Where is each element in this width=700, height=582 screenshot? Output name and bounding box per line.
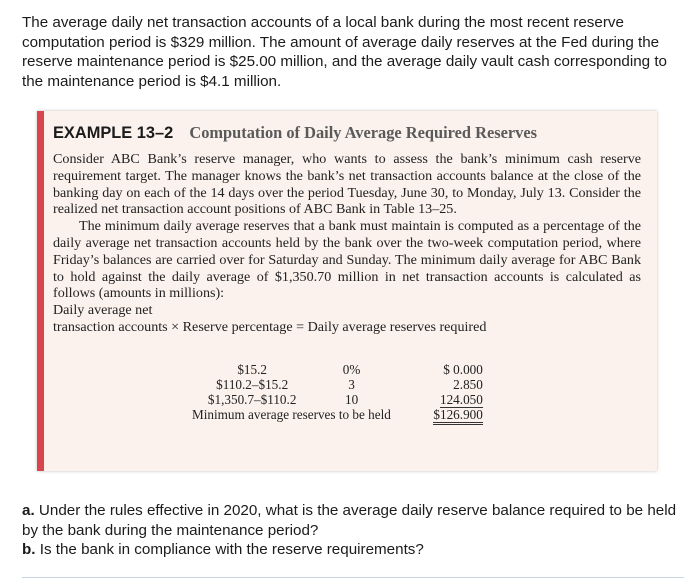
tranche-cell: $15.2: [237, 361, 267, 377]
tranche-cell: $1,350.7–$110.2: [207, 391, 297, 407]
percent-cell: 3: [348, 376, 355, 392]
table-row: [192, 362, 483, 377]
amount-cell: 2.850: [453, 376, 483, 392]
total-label: Minimum average reserves to be held: [192, 406, 391, 422]
question-a-text: Under the rules effective in 2020, what is the average daily reserve balance required to be held by the bank during the maintenance period?: [22, 502, 677, 539]
question-b: [22, 540, 684, 560]
tranche-cell: $110.2–$15.2: [216, 376, 289, 392]
table-row: [192, 392, 483, 407]
question-b-text: Is the bank in compliance with the reserve requirements?: [39, 541, 424, 558]
reserve-calculation-table: [192, 362, 483, 422]
question-a-label: a.: [22, 502, 35, 519]
questions: [22, 501, 684, 560]
total-row: [192, 407, 483, 422]
example-header: [53, 123, 641, 143]
example-box: [37, 111, 657, 471]
amount-cell: $ 0.000: [443, 361, 483, 377]
formula-line-2: transaction accounts × Reserve percentage = Daily average reserves required: [53, 318, 487, 335]
bottom-divider: [22, 577, 684, 578]
example-title: Computation of Daily Average Required Reserves: [189, 123, 538, 142]
amount-cell: 124.050: [439, 391, 483, 407]
percent-cell: 10: [344, 391, 359, 407]
problem-statement: The average daily net transaction accounts of a local bank during the most recent reserve computation period is $329 million. The amount of average daily reserves at the Fed during the reserve maintenance period is $25.00 million, and the average daily vault cash corresponding to the maintenance period is $4.1 million.: [22, 14, 668, 90]
question-b-label: b.: [22, 541, 36, 558]
example-paragraph-2: The minimum daily average reserves that a bank must maintain is computed as a percentage of the daily average net transaction accounts held by the bank over the two-week computation period, where Friday’s balances are carried over for Saturday and Sunday. The minimum daily average for ABC Bank to hold against the daily average of $1,350.70 million in net transaction accounts is calculated as follows (amounts in millions):: [53, 218, 641, 302]
question-a: [22, 501, 684, 540]
table-row: [192, 377, 483, 392]
total-value: $126.900: [433, 407, 482, 425]
example-paragraph-1: Consider ABC Bank’s reserve manager, who wants to assess the bank’s minimum cash reserve requirement target. The manager knows the bank’s net transaction accounts balance at the close of the banking day on each of the 14 days over the period Tuesday, June 30, to Monday, July 13. Consider the realized net transaction account positions of ABC Bank in Table 13–25.: [53, 151, 641, 218]
formula-line-1: Daily average net: [53, 302, 153, 319]
example-label: EXAMPLE 13–2: [53, 124, 174, 142]
percent-cell: 0%: [342, 361, 361, 377]
